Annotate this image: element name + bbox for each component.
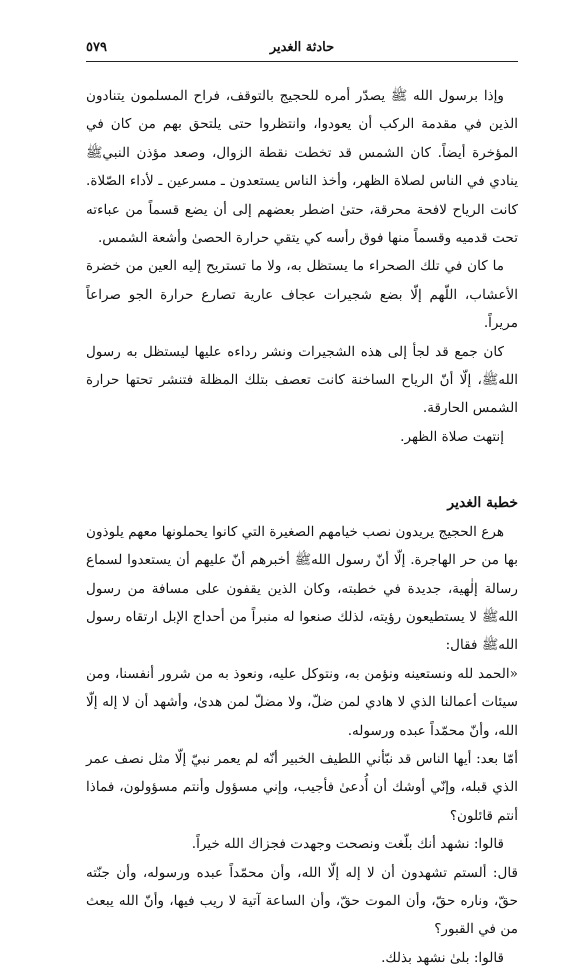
paragraph-10: قالوا: بلىٰ نشهد بذلك. bbox=[381, 949, 504, 966]
section-heading: خطبة الغدير bbox=[447, 495, 518, 512]
paragraph-1: وإذا برسول الله ﷺ يصدّر أمره للحجيج بالتوقف، فراح المسلمون يتنادون الذين في مقدمة الركب أن يعودوا، وانتظروا حتى يلتحق بهم من كان في المؤخرة أيضاً. كان الشمس قد تخطت نقطة الزوال، وصعد مؤذن النبيﷺ ينادي في الناس لصلاة الظهر، وأخذ الناس يستعدون ـ مسرعين ـ لأداء الصّلاة. كانت الرياح لافحة محرقة، حتىٰ اضطر بعضهم إلى أن يضع قسماً من عباءته تحت قدميه وقسماً منها فوق رأسه كي يتقي حرارة الحصىٰ وأشعة الشمس. bbox=[86, 88, 518, 247]
paragraph-2: ما كان في تلك الصحراء ما يستظل به، ولا ما تستريح إليه العين من خضرة الأعشاب، اللّهم إلّا بضع شجيرات عجاف عارية تصارع حرارة الجو صراعاً مريراً. bbox=[86, 258, 518, 332]
section-gap bbox=[86, 451, 518, 489]
paragraph-3: كان جمع قد لجأ إلى هذه الشجيرات ونشر رداءه عليها ليستظل به رسول اللهﷺ، إلّا أنّ الرياح الساخنة كانت تعصف بتلك المظلة فتنشر تحتها حرارة الشمس الحارقة. bbox=[86, 343, 518, 417]
running-title: حادثة الغدير bbox=[269, 40, 335, 55]
header-rule bbox=[86, 61, 518, 62]
page-header bbox=[86, 40, 518, 60]
page-number: ٥٧٩ bbox=[86, 40, 107, 55]
paragraph-7: أمّا بعد: أيها الناس قد نبّأني اللطيف الخبير أنّه لم يعمر نبيّ إلّا مثل نصف عمر الذي قبله، وإنّي أوشك أن أُدعىٰ فأجيب، وإني مسؤول وأنتم مسؤولون، فماذا أنتم قائلون؟ bbox=[86, 750, 518, 824]
paragraph-6: «الحمد لله ونستعينه ونؤمن به، ونتوكل عليه، ونعوذ به من شرور أنفسنا، ومن سيئات أعمالنا الذي لا هادي لمن ضلّ، ولا مضلّ لمن هدىٰ، وأشهد أن لا إله إلّا الله، وأنّ محمّداً عبده ورسوله. bbox=[86, 665, 518, 739]
body-text bbox=[86, 82, 518, 972]
paragraph-9: قال: ألستم تشهدون أن لا إله إلّا الله، وأن محمّداً عبده ورسوله، وأن جنّته حقّ، وناره حقّ، وأن الموت حقّ، وأن الساعة آتية لا ريب فيها، وأنّ الله يبعث من في القبور؟ bbox=[86, 864, 518, 938]
paragraph-5: هرع الحجيج يريدون نصب خيامهم الصغيرة التي كانوا يحملونها معهم يلوذون بها من حر الهاجرة. إلّا أنّ رسول اللهﷺ أخبرهم أنّ عليهم أن يستعدوا لسماع رسالة إلٰهية، جديدة في خطبته، وكان الذين يقفون على مسافة من رسول اللهﷺ لا يستطيعون رؤيته، لذلك صنعوا له منبراً من أحداج الإبل ارتقاه رسول اللهﷺ فقال: bbox=[86, 523, 518, 654]
paragraph-4: إنتهت صلاة الظهر. bbox=[400, 428, 504, 445]
paragraph-8: قالوا: نشهد أنك بلّغت ونصحت وجهدت فجزاك الله خيراً. bbox=[191, 836, 504, 853]
